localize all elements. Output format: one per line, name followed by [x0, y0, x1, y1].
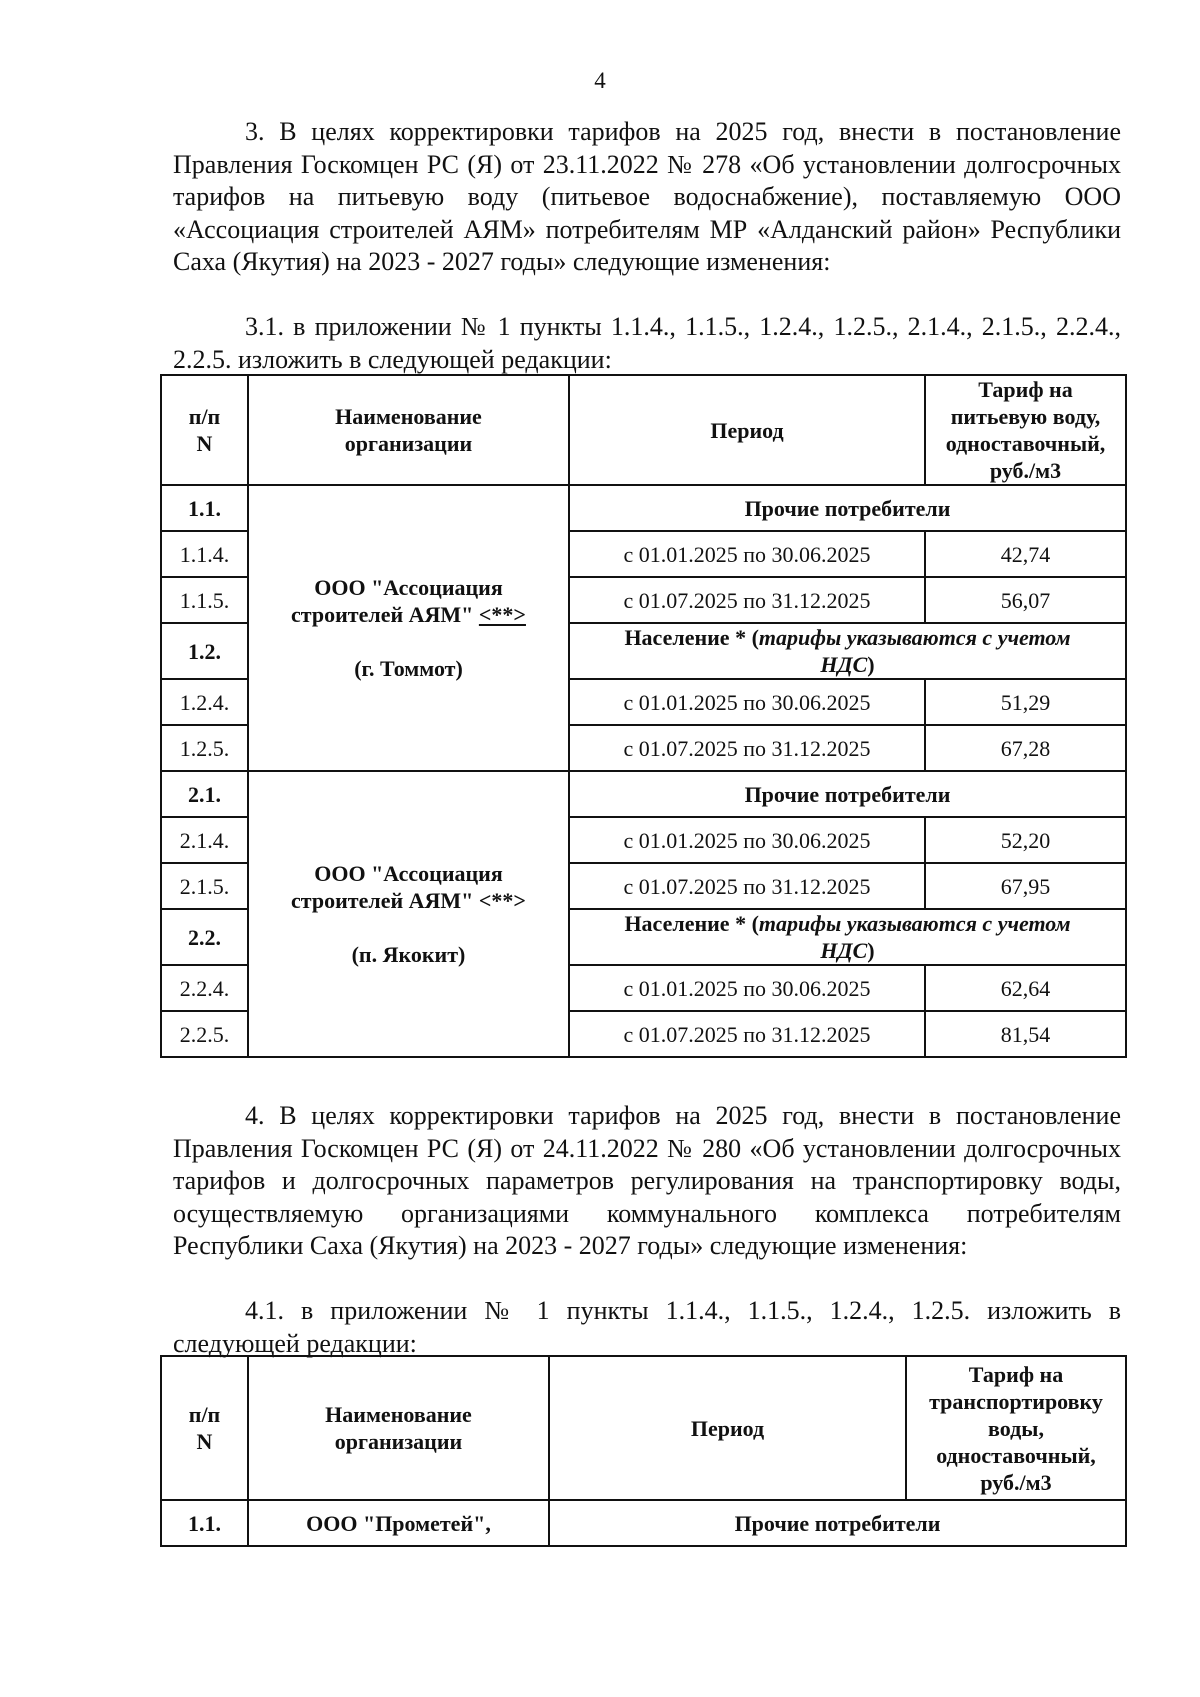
row-num: 2.2.4.	[161, 965, 248, 1011]
header-num: п/п N	[161, 1356, 248, 1500]
row-num: 1.1.	[161, 485, 248, 531]
header-tariff: Тариф на питьевую воду, одноставочный, руб./м3	[925, 375, 1126, 485]
section-3-1-text: 3.1. в приложении № 1 пункты 1.1.4., 1.1.5., 1.2.4., 1.2.5., 2.1.4., 2.1.5., 2.2.4., 2.2.5. изложить в следующей редакции:	[173, 312, 1121, 374]
row-value: 51,29	[925, 679, 1126, 725]
group-other-consumers: Прочие потребители	[569, 771, 1126, 817]
group-population: Население * (тарифы указываются с учетом НДС)	[569, 623, 1126, 679]
row-period: с 01.01.2025 по 30.06.2025	[569, 531, 925, 577]
row-period: с 01.01.2025 по 30.06.2025	[569, 965, 925, 1011]
org-cell-prometey: ООО "Прометей",	[248, 1500, 549, 1546]
org-cell-yakokit: ООО "Ассоциация строителей АЯМ" <**> (п. Якокит)	[248, 771, 569, 1057]
header-num: п/п N	[161, 375, 248, 485]
row-num: 1.2.4.	[161, 679, 248, 725]
row-num: 1.1.4.	[161, 531, 248, 577]
table-row	[161, 1500, 1126, 1546]
row-num: 2.1.	[161, 771, 248, 817]
row-period: с 01.07.2025 по 31.12.2025	[569, 1011, 925, 1057]
section-3-text: 3. В целях корректировки тарифов на 2025 год, внести в постановление Правления Госкомцен РС (Я) от 23.11.2022 № 278 «Об установлении долгосрочных тарифов на питьевую воду (питьевое водоснабжение), поставляемую ООО «Ассоциация строителей АЯМ» потребителям МР «Алданский район» Республики Саха (Якутия) на 2023 - 2027 годы» следующие изменения:	[173, 117, 1121, 276]
row-num: 2.1.4.	[161, 817, 248, 863]
row-value: 42,74	[925, 531, 1126, 577]
row-value: 67,28	[925, 725, 1126, 771]
row-value: 67,95	[925, 863, 1126, 909]
row-period: с 01.07.2025 по 31.12.2025	[569, 863, 925, 909]
tariff-table-1	[160, 374, 1127, 1058]
tariff-table-2	[160, 1355, 1127, 1547]
row-value: 81,54	[925, 1011, 1126, 1057]
page-number: 4	[594, 68, 606, 93]
row-num: 2.1.5.	[161, 863, 248, 909]
table-row	[161, 485, 1126, 531]
row-num: 2.2.	[161, 909, 248, 965]
header-period: Период	[569, 375, 925, 485]
row-period: с 01.07.2025 по 31.12.2025	[569, 577, 925, 623]
row-num: 1.2.5.	[161, 725, 248, 771]
section-4-paragraph	[173, 1100, 1121, 1263]
table-row	[161, 771, 1126, 817]
header-org: Наименование организации	[248, 1356, 549, 1500]
row-num: 2.2.5.	[161, 1011, 248, 1057]
table-header-row	[161, 1356, 1126, 1500]
section-3-paragraph	[173, 116, 1121, 279]
group-other-consumers: Прочие потребители	[549, 1500, 1126, 1546]
org-cell-tommot: ООО "Ассоциация строителей АЯМ" <**> (г. Томмот)	[248, 485, 569, 771]
header-tariff: Тариф на транспортировку воды, одноставочный, руб./м3	[906, 1356, 1126, 1500]
row-num: 1.1.5.	[161, 577, 248, 623]
section-4-1-paragraph	[173, 1295, 1121, 1360]
group-population: Население * (тарифы указываются с учетом НДС)	[569, 909, 1126, 965]
row-period: с 01.01.2025 по 30.06.2025	[569, 817, 925, 863]
header-org: Наименование организации	[248, 375, 569, 485]
row-num: 1.2.	[161, 623, 248, 679]
table-header-row	[161, 375, 1126, 485]
header-period: Период	[549, 1356, 906, 1500]
row-value: 62,64	[925, 965, 1126, 1011]
section-3-1-paragraph	[173, 311, 1121, 376]
section-4-1-text: 4.1. в приложении № 1 пункты 1.1.4., 1.1.5., 1.2.4., 1.2.5. изложить в следующей редакции:	[173, 1296, 1121, 1358]
group-other-consumers: Прочие потребители	[569, 485, 1126, 531]
row-value: 52,20	[925, 817, 1126, 863]
row-value: 56,07	[925, 577, 1126, 623]
row-period: с 01.01.2025 по 30.06.2025	[569, 679, 925, 725]
row-period: с 01.07.2025 по 31.12.2025	[569, 725, 925, 771]
row-num: 1.1.	[161, 1500, 248, 1546]
section-4-text: 4. В целях корректировки тарифов на 2025 год, внести в постановление Правления Госкомцен РС (Я) от 24.11.2022 № 280 «Об установлении долгосрочных тарифов и долгосрочных параметров регулирования на транспортировку воды, осуществляемую организациями коммунального комплекса потребителям Республики Саха (Якутия) на 2023 - 2027 годы» следующие изменения:	[173, 1101, 1121, 1260]
